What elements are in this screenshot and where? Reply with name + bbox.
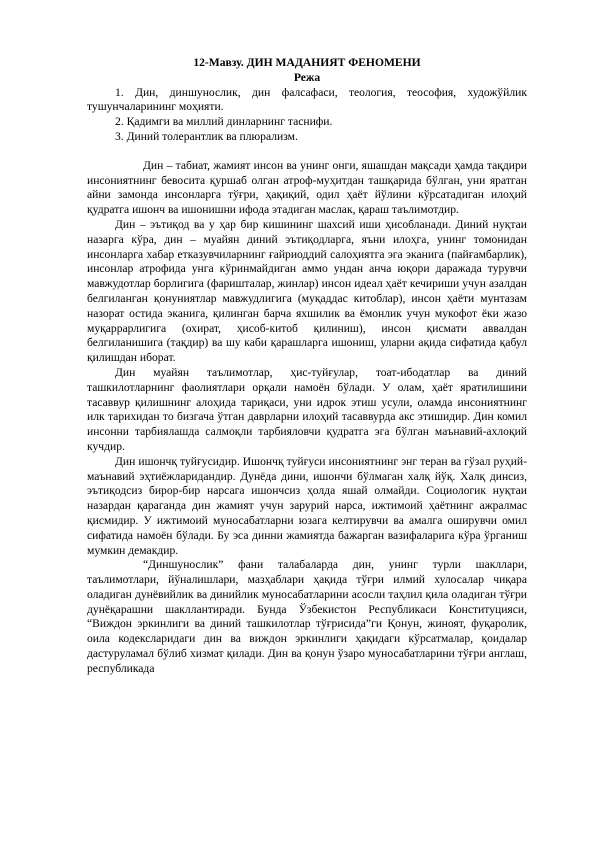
- paragraph-religious-studies: “Диншунослик” фани талабаларда дин, унинг турли шакллари, таълимотлари, йўналишлари, мазҳаблари ҳақида тўғри илмий хулосалар чиқара оладиган дунёвийлик ва динийлик муносабатларини асосли таҳлил қила оладиган тўғри дунёқарашни шакллантиради. Бунда Ўзбекистон Республикаси Конституцияси, “Виждон эркинлиги ва диний ташкилотлар тўғрисида”ги Қонун, жиноят, фуқаролик, оила кодексларидаги дин ва виждон эркинлиги ҳақидаги кўрсатмалар, қоидалар дастуруламал бўлиб хизмат қилади. Дин ва қонун ўзаро муносабатларини тўғри англаш, республикада: [87, 558, 527, 675]
- paragraph-faith: Дин ишончқ туйғусидир. Ишончқ туйғуси инсониятнинг энг теран ва гўзал руҳий-маънавий эҳтиёжларидандир. Дунёда дини, ишончи бўлмаган халқ йўқ. Халқ динсиз, эътиқодсиз бирор-бир нарсага ишончсиз ҳолда яшай олмайди. Социологик нуқтаи назардан қараганда дин жамият учун зарурий нарса, ижтимоий ҳаётнинг ажралмас қисмидир. У ижтимоий муносабатларни юзага келтирувчи ва амалга оширувчи омил сифатида намоён бўлади. Бу эса динни жамиятда бажарган вазифаларига кўра ўрганиш мумкин демакдир.: [87, 454, 527, 557]
- page-title: 12-Мавзу. ДИН МАДАНИЯТ ФЕНОМЕНИ: [193, 56, 421, 69]
- document-page: [87, 56, 527, 677]
- plan-heading: Режа: [293, 70, 321, 84]
- paragraph-definition: Дин – табиат, жамият инсон ва унинг онги, яшашдан мақсади ҳамда тақдири инсониятнинг бевосита қуршаб олган атроф-муҳитдан ташқарида бўлган, уни яратган айни замонда инсонларга тўғри, ҳақиқий, одил ҳаёт йўлини кўрсатадиган илоҳий қудратга ишонч ва ишонишни ифода этадиган маслак, қараш таълимотдир.: [87, 158, 527, 217]
- paragraph-teachings: Дин муайян таълимотлар, ҳис-туйғулар, тоат-ибодатлар ва диний ташкилотларнинг фаолиятлари орқали намоён бўлади. У олам, ҳаёт яратилишини тасаввур қилишнинг алоҳида тариқаси, уни идрок этиш усули, оламда инсониятнинг илк тарихидан то бизгача ўтган даврларни илоҳий тасаввурда акс этишидир. Дин комил инсонни тарбиялашда салмоқли тарбияловчи қудратга эга бўлган маънавий-ахлоқий кучдир.: [87, 365, 527, 453]
- plan-item-2: 2. Қадимги ва миллий динларнинг таснифи.: [115, 115, 333, 129]
- plan-item-1: 1. Дин, диншунослик, дин фалсафаси, теология, теософия, художўйлик тушунчаларининг моҳияти.: [87, 85, 527, 114]
- plan-item-3: 3. Диний толерантлик ва плюрализм.: [115, 129, 298, 143]
- paragraph-belief: Дин – эътиқод ва у ҳар бир кишининг шахсий иши ҳисобланади. Диний нуқтаи назарга кўра, дин – муайян диний эътиқодларга, яъни илоҳга, унинг томонидан инсонларга хабар етказувчиларнинг ғайриоддий салоҳиятга эга эканига (пайғамбарлик), инсонлар атрофида унга кўринмайдиган аммо ундан анча юқори даражада турувчи мавжудотлар борлигига (фаришталар, жинлар) инсон идеал ҳаёт кечириши учун азалдан белгиланган қонуниятлар мавжудлигига (муқаддас китоблар), инсон ҳаёти мунтазам назорат остида эканига, қилинган барча яхшилик ва ёмонлик учун мукофот ёки жазо муқаррарлигига (охират, ҳисоб-китоб қилиниш), инсон қисмати аввалдан белгиланишига (тақдир) ва шу каби қарашларга ишониш, уларни ақида сифатида қабул қилишдан иборат.: [87, 217, 527, 365]
